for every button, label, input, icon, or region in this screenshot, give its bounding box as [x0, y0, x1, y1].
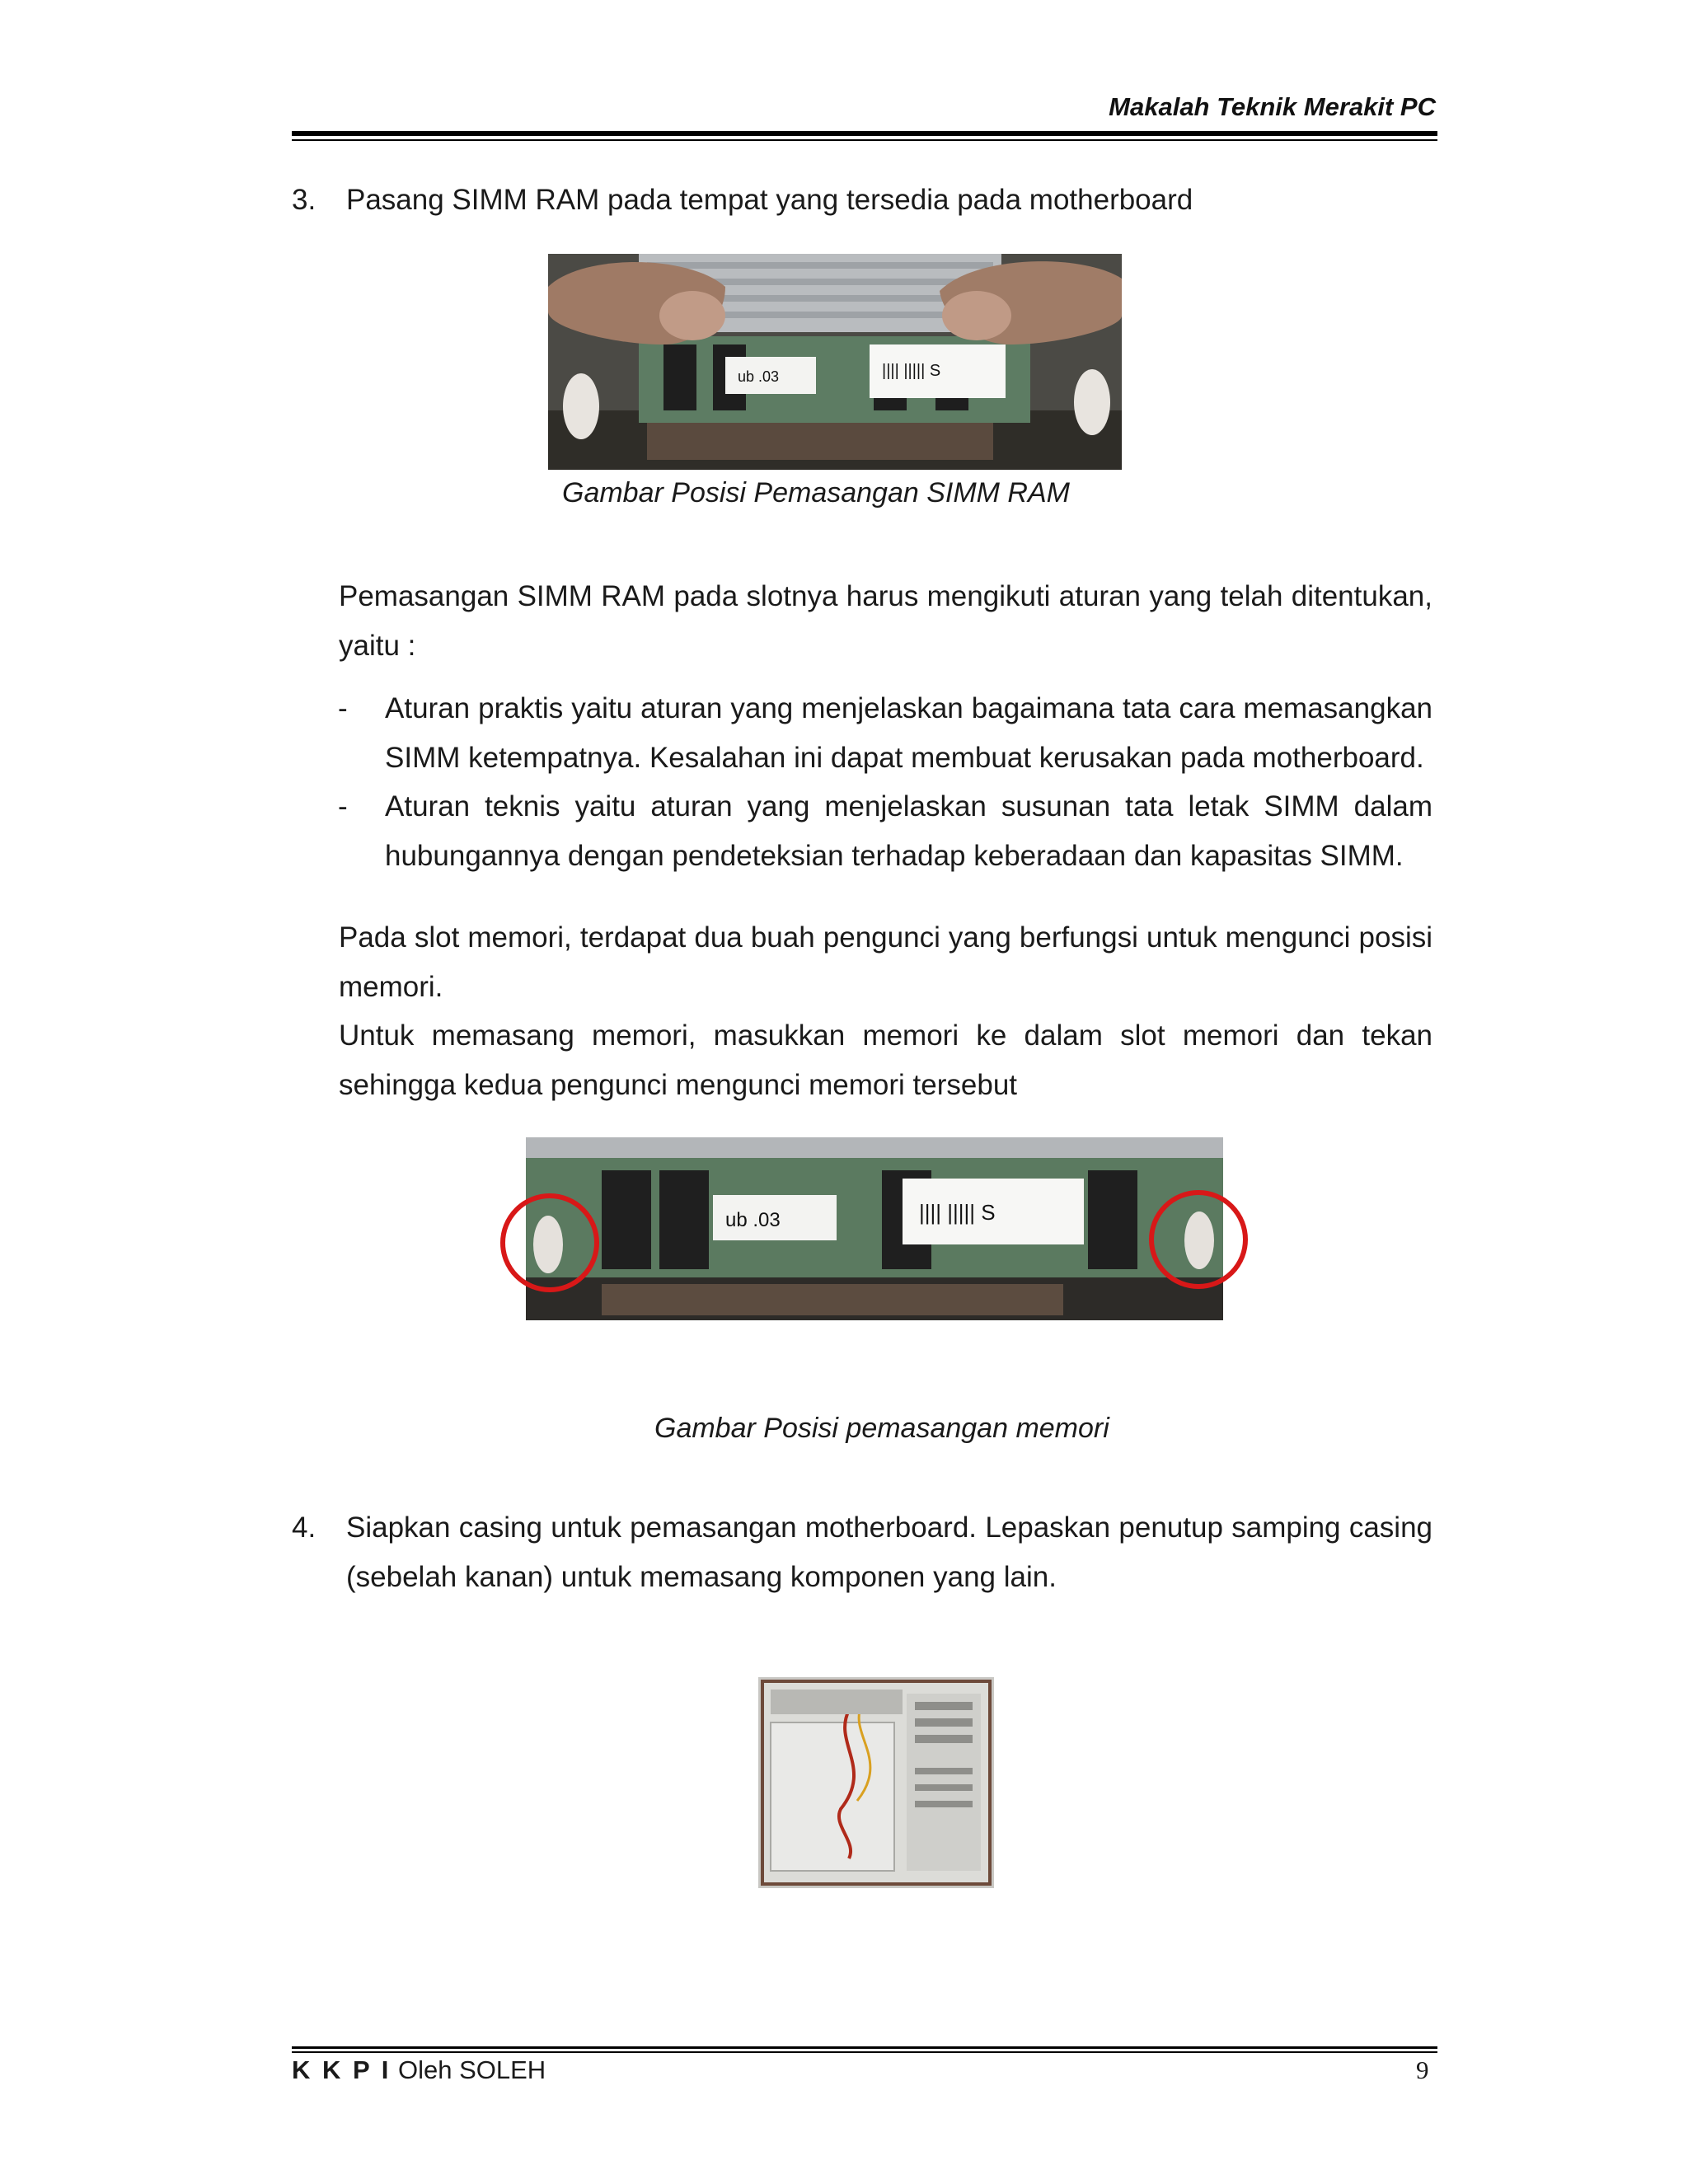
page-number: 9: [1416, 2055, 1429, 2084]
simm-ram-photo-hands: [548, 254, 1122, 470]
image2-caption: Gambar Posisi pemasangan memori: [654, 1413, 1109, 1444]
bullet-2-dash: -: [338, 790, 348, 823]
footer-org: K K P I: [292, 2055, 392, 2084]
header-title: Makalah Teknik Merakit PC: [1109, 92, 1436, 121]
step3-text: Pasang SIMM RAM pada tempat yang tersedia pada motherboard: [346, 184, 1193, 216]
footer-credit: [292, 2055, 546, 2085]
footer-author: Oleh SOLEH: [397, 2055, 546, 2084]
step3-para2: Untuk memasang memori, masukkan memori ke dalam slot memori dan tekan sehingga kedua pengunci mengunci memori tersebut: [339, 1019, 1432, 1101]
ram-label-b-2: |||| ||||| S: [919, 1200, 996, 1225]
ram-label-a-2: ub .03: [725, 1209, 781, 1231]
step3-number: 3.: [292, 184, 316, 216]
memory-lock-photo: [495, 1137, 1253, 1320]
image1-caption: Gambar Posisi Pemasangan SIMM RAM: [562, 477, 1070, 509]
footer-rule-thick: [292, 2046, 1437, 2049]
footer-rule-thin: [292, 2051, 1437, 2053]
ram-label-b: |||| ||||| S: [882, 362, 941, 380]
bullet-1-dash: -: [338, 692, 348, 724]
ram-label-a: ub .03: [738, 368, 780, 385]
step3-para1: Pada slot memori, terdapat dua buah pengunci yang berfungsi untuk mengunci posisi memori.: [339, 921, 1432, 1003]
step4-number: 4.: [292, 1511, 316, 1544]
bullet-2-text: Aturan teknis yaitu aturan yang menjelaskan susunan tata letak SIMM dalam hubungannya dengan pendeteksian terhadap keberadaan dan kapasitas SIMM.: [385, 790, 1432, 872]
header-rule-thin: [292, 139, 1437, 141]
bullet-1-text: Aturan praktis yaitu aturan yang menjelaskan bagaimana tata cara memasangkan SIMM ketempatnya. Kesalahan ini dapat membuat kerusakan pada motherboard.: [385, 692, 1432, 774]
step3-intro: Pemasangan SIMM RAM pada slotnya harus mengikuti aturan yang telah ditentukan, yaitu :: [339, 580, 1432, 662]
pc-case-photo: [758, 1677, 994, 1888]
step4-text: Siapkan casing untuk pemasangan motherboard. Lepaskan penutup samping casing (sebelah kanan) untuk memasang komponen yang lain.: [346, 1511, 1432, 1593]
header-rule-thick: [292, 131, 1437, 136]
